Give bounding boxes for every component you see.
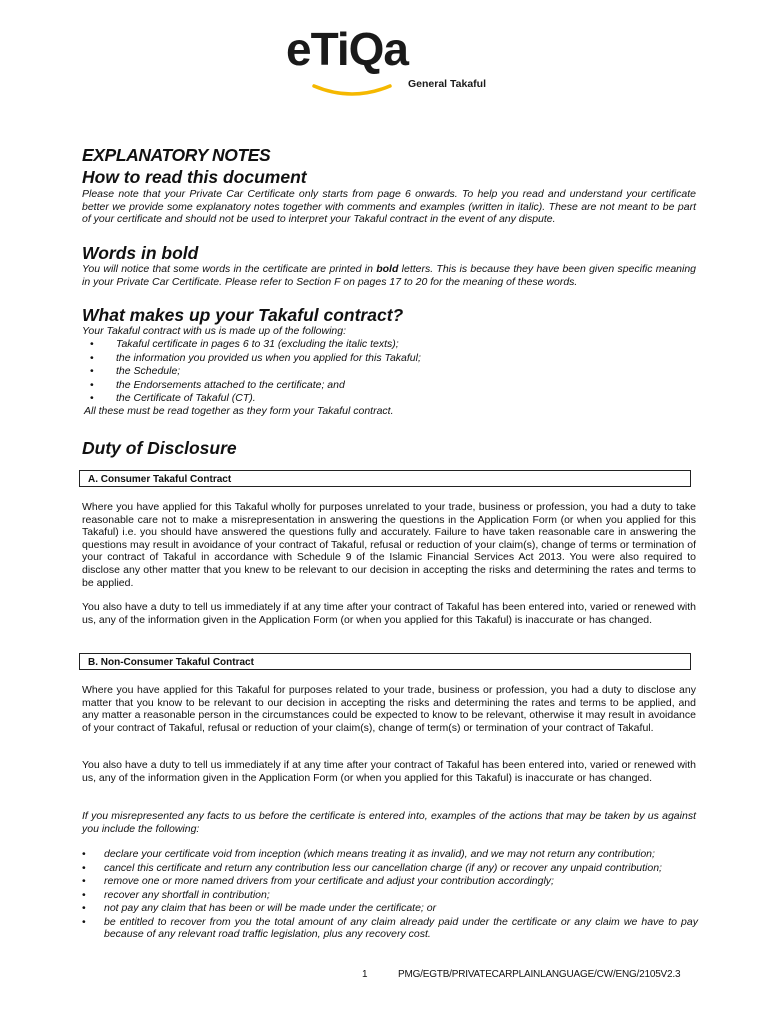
heading-takaful-contract: What makes up your Takaful contract?: [82, 305, 404, 325]
non-consumer-para-2: You also have a duty to tell us immediately if at any time after your contract of Takaful has been entered into, varied or renewed with us, any of the information given in the Application Form (or when you applied for this Takaful) is inaccurate or has changed.: [82, 759, 696, 784]
list-item: • Takaful certificate in pages 6 to 31 (excluding the italic texts);: [82, 338, 421, 352]
misrepresentation-intro: If you misrepresented any facts to us before the certificate is entered into, examples of the actions that may be taken by us against you include the following:: [82, 810, 696, 835]
list-item: • the Certificate of Takaful (CT).: [82, 392, 421, 406]
page-number: 1: [362, 969, 368, 980]
contract-items-list: [82, 338, 421, 406]
list-item: • remove one or more named drivers from your certificate and adjust your contribution accordingly;: [82, 875, 698, 887]
list-item: • be entitled to recover from you the total amount of any claim already paid under the certificate or any claim we have to pay because of any relevant road traffic legislation, plus any recovery cost.: [82, 916, 698, 940]
list-item: • declare your certificate void from inception (which means treating it as invalid), and we may not return any contribution;: [82, 848, 698, 860]
logo-wordmark: eTiQa: [286, 23, 408, 75]
heading-words-in-bold: Words in bold: [82, 243, 199, 263]
list-item: • the Endorsements attached to the certificate; and: [82, 379, 421, 393]
words-in-bold-text: [82, 263, 696, 288]
list-item: • recover any shortfall in contribution;: [82, 889, 698, 901]
box-non-consumer-contract: B. Non-Consumer Takaful Contract: [79, 653, 691, 670]
actions-list: [82, 848, 698, 942]
contract-intro: Your Takaful contract with us is made up of the following:: [82, 325, 347, 337]
consumer-para-2: You also have a duty to tell us immediately if at any time after your contract of Takaful has been entered into, varied or renewed with us, any of the information given in the Application Form (or when you applied for this Takaful) is inaccurate or has changed.: [82, 601, 696, 626]
list-item: • not pay any claim that has been or will be made under the certificate; or: [82, 902, 698, 914]
heading-how-to-read: How to read this document: [82, 167, 307, 187]
words-in-bold-text-after: letters. This is because they have been given specific meaning in your Private Car Certificate. Please refer to Section F on pages 17 to 20 for the meaning of these words.: [82, 263, 697, 288]
document-code: PMG/EGTB/PRIVATECARPLAINLANGUAGE/CW/ENG/2105V2.3: [398, 969, 681, 980]
page-title: EXPLANATORY NOTES: [82, 145, 271, 165]
etiqa-logo: [286, 23, 487, 96]
list-item: • the information you provided us when you applied for this Takaful;: [82, 352, 421, 366]
list-item: • the Schedule;: [82, 365, 421, 379]
non-consumer-para-1: Where you have applied for this Takaful for purposes related to your trade, business or profession, you had a duty to disclose any matter that you know to be relevant to our decision in accepting the risks and determining the rates and terms to be applied, and any matter a reasonable person in the circumstances could be expected to know to be relevant, otherwise it may result in avoidance of your contract of Takaful, refusal or reduction of your claim(s), change of term(s) or termination of your contract of Takaful.: [82, 684, 696, 734]
list-item: • cancel this certificate and return any contribution less our cancellation charge (if any) or recover any unpaid contribution;: [82, 862, 698, 874]
box-consumer-contract: A. Consumer Takaful Contract: [79, 470, 691, 487]
consumer-para-1: Where you have applied for this Takaful wholly for purposes unrelated to your trade, business or profession, you had a duty to take reasonable care not to make a misrepresentation in answering the questions in the Application Form (or when you applied for this Takaful) i.e. you should have answered the questions fully and accurately. Failure to have taken reasonable care in answering the questions may result in avoidance of your contract of Takaful, refusal or reduction of your claim(s), change of terms or termination of your contract of Takaful in accordance with Schedule 9 of the Islamic Financial Services Act 2013. You were also required to disclose any other matter that you knew to be relevant to our decision in accepting the risks and determining the rates and terms to be applied.: [82, 501, 696, 589]
contract-closing: All these must be read together as they form your Takaful contract.: [84, 405, 394, 417]
logo-subtitle: General Takaful: [408, 78, 487, 90]
words-in-bold-text-before: You will notice that some words in the certificate are printed in: [82, 263, 377, 275]
heading-duty-of-disclosure: Duty of Disclosure: [82, 438, 237, 458]
bold-example-word: bold: [376, 263, 399, 275]
how-to-read-text: Please note that your Private Car Certificate only starts from page 6 onwards. To help you read and understand your certificate better we provide some explanatory notes together with comments and examples (written in italic). These are not meant to be part of your certificate and should not be used to interpret your Takaful contract in the event of any dispute.: [82, 188, 696, 226]
logo-swoosh-icon: [312, 84, 392, 98]
